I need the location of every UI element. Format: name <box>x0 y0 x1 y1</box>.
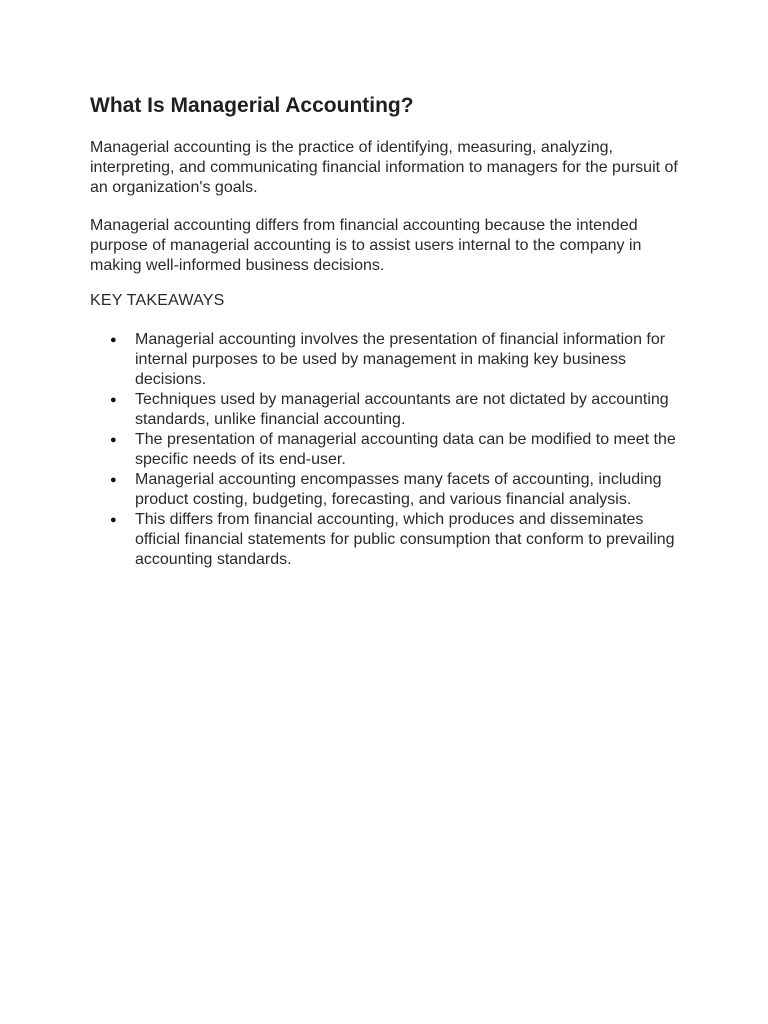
list-item <box>110 510 690 570</box>
bullet-icon: ● <box>110 514 117 526</box>
difference-paragraph: Managerial accounting differs from financial accounting because the intended purpose of managerial accounting is to assist users internal to the company in making well-informed business decisions. <box>90 217 642 274</box>
intro-paragraph: Managerial accounting is the practice of identifying, measuring, analyzing, interpreting, and communicating financial information to managers for the pursuit of an organization's goals. <box>90 139 678 196</box>
list-item <box>110 330 690 390</box>
list-item-text: Managerial accounting involves the presentation of financial information for internal purposes to be used by management in making key business decisions. <box>135 331 666 388</box>
page-title: What Is Managerial Accounting? <box>90 94 414 117</box>
list-item-text: Techniques used by managerial accountants are not dictated by accounting standards, unlike financial accounting. <box>135 391 669 428</box>
bullet-icon: ● <box>110 474 117 486</box>
key-takeaways-list <box>90 330 690 570</box>
bullet-icon: ● <box>110 394 117 406</box>
bullet-icon: ● <box>110 334 117 346</box>
list-item <box>110 390 690 430</box>
list-item-text: The presentation of managerial accounting data can be modified to meet the specific needs of its end-user. <box>135 431 676 468</box>
list-item-text: This differs from financial accounting, which produces and disseminates official financial statements for public consumption that conform to prevailing accounting standards. <box>135 511 675 568</box>
bullet-icon: ● <box>110 434 117 446</box>
list-item <box>110 470 690 510</box>
key-takeaways-heading: KEY TAKEAWAYS <box>90 292 225 309</box>
list-item-text: Managerial accounting encompasses many facets of accounting, including product costing, budgeting, forecasting, and various financial analysis. <box>135 471 662 508</box>
document-page <box>90 92 690 570</box>
list-item <box>110 430 690 470</box>
